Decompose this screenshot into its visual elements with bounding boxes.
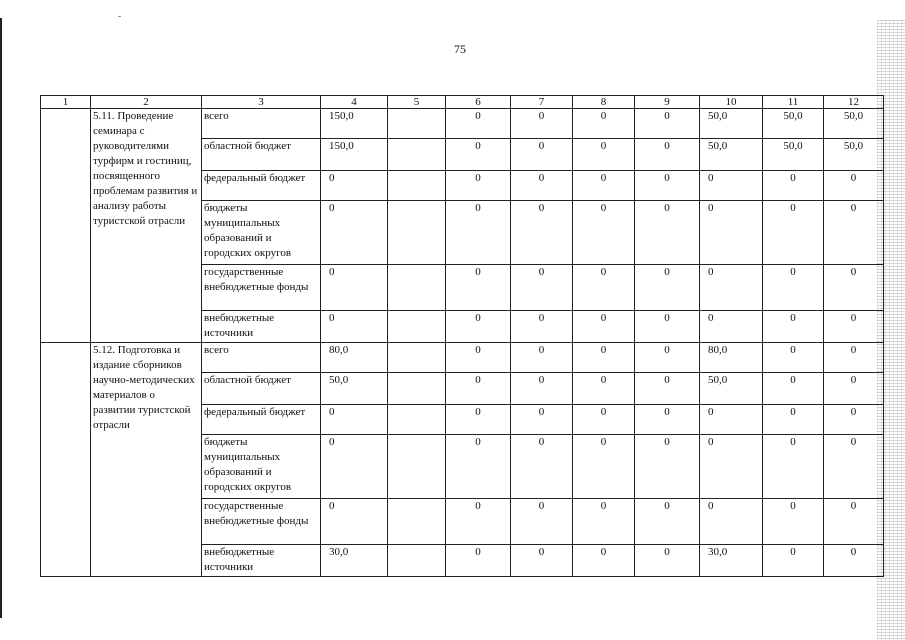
scan-left-edge [0,18,2,618]
value-cell-col-7: 0 [511,109,573,139]
value-cell-col-12: 0 [824,499,884,545]
value-cell-col-6: 0 [446,311,511,343]
activity-name: 5.11. Проведение семинара с руководителями турфирм и гостиниц, посвященного проблемам развития и анализу работы туристской отрасли [91,109,202,343]
activity-name: 5.12. Подготовка и издание сборников научно-методических материалов о развитии туристской отрасли [91,343,202,577]
value-cell-col-10: 0 [700,435,763,499]
value-cell-col-7: 0 [511,435,573,499]
value-cell-col-10: 50,0 [700,139,763,171]
value-cell-col-5 [388,343,446,373]
column-header-12: 12 [824,96,884,109]
column-header-9: 9 [635,96,700,109]
funding-source: федеральный бюджет [202,405,321,435]
value-cell-col-9: 0 [635,405,700,435]
value-cell-col-6: 0 [446,109,511,139]
funding-source: областной бюджет [202,373,321,405]
value-cell-col-9: 0 [635,139,700,171]
value-cell-col-12: 0 [824,405,884,435]
value-cell-col-7: 0 [511,171,573,201]
page-number: 75 [454,42,466,56]
value-cell-col-6: 0 [446,171,511,201]
value-cell-col-6: 0 [446,499,511,545]
value-cell-col-4: 0 [321,171,388,201]
value-cell-col-11: 0 [763,171,824,201]
value-cell-col-11: 0 [763,499,824,545]
value-cell-col-4: 0 [321,405,388,435]
row-index-cell [41,343,91,577]
value-cell-col-7: 0 [511,201,573,265]
value-cell-col-5 [388,373,446,405]
column-header-4: 4 [321,96,388,109]
value-cell-col-12: 0 [824,343,884,373]
value-cell-col-4: 50,0 [321,373,388,405]
value-cell-col-12: 0 [824,545,884,577]
value-cell-col-10: 30,0 [700,545,763,577]
value-cell-col-12: 0 [824,311,884,343]
value-cell-col-11: 0 [763,201,824,265]
value-cell-col-11: 50,0 [763,109,824,139]
value-cell-col-5 [388,265,446,311]
value-cell-col-8: 0 [573,171,635,201]
value-cell-col-5 [388,201,446,265]
value-cell-col-8: 0 [573,201,635,265]
value-cell-col-7: 0 [511,499,573,545]
value-cell-col-4: 0 [321,499,388,545]
funding-source: областной бюджет [202,139,321,171]
value-cell-col-6: 0 [446,545,511,577]
value-cell-col-9: 0 [635,109,700,139]
value-cell-col-12: 0 [824,373,884,405]
value-cell-col-9: 0 [635,171,700,201]
value-cell-col-12: 0 [824,171,884,201]
value-cell-col-8: 0 [573,545,635,577]
value-cell-col-6: 0 [446,201,511,265]
value-cell-col-8: 0 [573,499,635,545]
value-cell-col-10: 0 [700,265,763,311]
value-cell-col-10: 50,0 [700,373,763,405]
funding-source: государственные внебюджетные фонды [202,265,321,311]
value-cell-col-5 [388,171,446,201]
row-index-cell [41,109,91,343]
column-header-10: 10 [700,96,763,109]
value-cell-col-5 [388,545,446,577]
value-cell-col-10: 80,0 [700,343,763,373]
value-cell-col-8: 0 [573,343,635,373]
column-number-row [41,96,884,109]
value-cell-col-6: 0 [446,343,511,373]
value-cell-col-12: 50,0 [824,139,884,171]
funding-source: внебюджетные источники [202,311,321,343]
value-cell-col-9: 0 [635,545,700,577]
column-header-8: 8 [573,96,635,109]
value-cell-col-9: 0 [635,373,700,405]
funding-source: всего [202,343,321,373]
value-cell-col-12: 0 [824,201,884,265]
value-cell-col-9: 0 [635,343,700,373]
value-cell-col-8: 0 [573,311,635,343]
value-cell-col-8: 0 [573,435,635,499]
column-header-2: 2 [91,96,202,109]
funding-source: всего [202,109,321,139]
column-header-5: 5 [388,96,446,109]
value-cell-col-11: 0 [763,405,824,435]
value-cell-col-11: 0 [763,343,824,373]
value-cell-col-8: 0 [573,373,635,405]
value-cell-col-11: 50,0 [763,139,824,171]
column-header-3: 3 [202,96,321,109]
value-cell-col-11: 0 [763,545,824,577]
value-cell-col-6: 0 [446,139,511,171]
table-body [41,109,884,577]
value-cell-col-4: 30,0 [321,545,388,577]
value-cell-col-7: 0 [511,311,573,343]
funding-source: федеральный бюджет [202,171,321,201]
value-cell-col-4: 0 [321,201,388,265]
value-cell-col-9: 0 [635,435,700,499]
table-row [41,109,884,139]
value-cell-col-10: 0 [700,201,763,265]
value-cell-col-9: 0 [635,499,700,545]
scan-speck [118,16,121,17]
column-header-1: 1 [41,96,91,109]
value-cell-col-10: 50,0 [700,109,763,139]
value-cell-col-6: 0 [446,435,511,499]
value-cell-col-10: 0 [700,171,763,201]
value-cell-col-5 [388,499,446,545]
value-cell-col-6: 0 [446,405,511,435]
value-cell-col-6: 0 [446,373,511,405]
funding-source: бюджеты муниципальных образований и городских округов [202,201,321,265]
value-cell-col-12: 0 [824,435,884,499]
value-cell-col-11: 0 [763,311,824,343]
value-cell-col-10: 0 [700,499,763,545]
value-cell-col-12: 0 [824,265,884,311]
value-cell-col-7: 0 [511,343,573,373]
value-cell-col-10: 0 [700,311,763,343]
funding-source: внебюджетные источники [202,545,321,577]
value-cell-col-7: 0 [511,405,573,435]
value-cell-col-5 [388,311,446,343]
value-cell-col-8: 0 [573,405,635,435]
value-cell-col-5 [388,139,446,171]
column-header-7: 7 [511,96,573,109]
value-cell-col-4: 80,0 [321,343,388,373]
value-cell-col-7: 0 [511,373,573,405]
column-header-6: 6 [446,96,511,109]
value-cell-col-11: 0 [763,265,824,311]
value-cell-col-4: 150,0 [321,109,388,139]
value-cell-col-9: 0 [635,311,700,343]
value-cell-col-4: 0 [321,265,388,311]
value-cell-col-9: 0 [635,265,700,311]
value-cell-col-8: 0 [573,109,635,139]
funding-source: государственные внебюджетные фонды [202,499,321,545]
value-cell-col-9: 0 [635,201,700,265]
value-cell-col-4: 150,0 [321,139,388,171]
value-cell-col-6: 0 [446,265,511,311]
value-cell-col-10: 0 [700,405,763,435]
funding-source: бюджеты муниципальных образований и городских округов [202,435,321,499]
value-cell-col-7: 0 [511,139,573,171]
value-cell-col-4: 0 [321,311,388,343]
value-cell-col-8: 0 [573,139,635,171]
value-cell-col-11: 0 [763,435,824,499]
value-cell-col-7: 0 [511,545,573,577]
value-cell-col-7: 0 [511,265,573,311]
value-cell-col-11: 0 [763,373,824,405]
value-cell-col-12: 50,0 [824,109,884,139]
budget-table [40,95,884,577]
value-cell-col-4: 0 [321,435,388,499]
value-cell-col-5 [388,435,446,499]
value-cell-col-8: 0 [573,265,635,311]
column-header-11: 11 [763,96,824,109]
table-row [41,343,884,373]
value-cell-col-5 [388,405,446,435]
value-cell-col-5 [388,109,446,139]
